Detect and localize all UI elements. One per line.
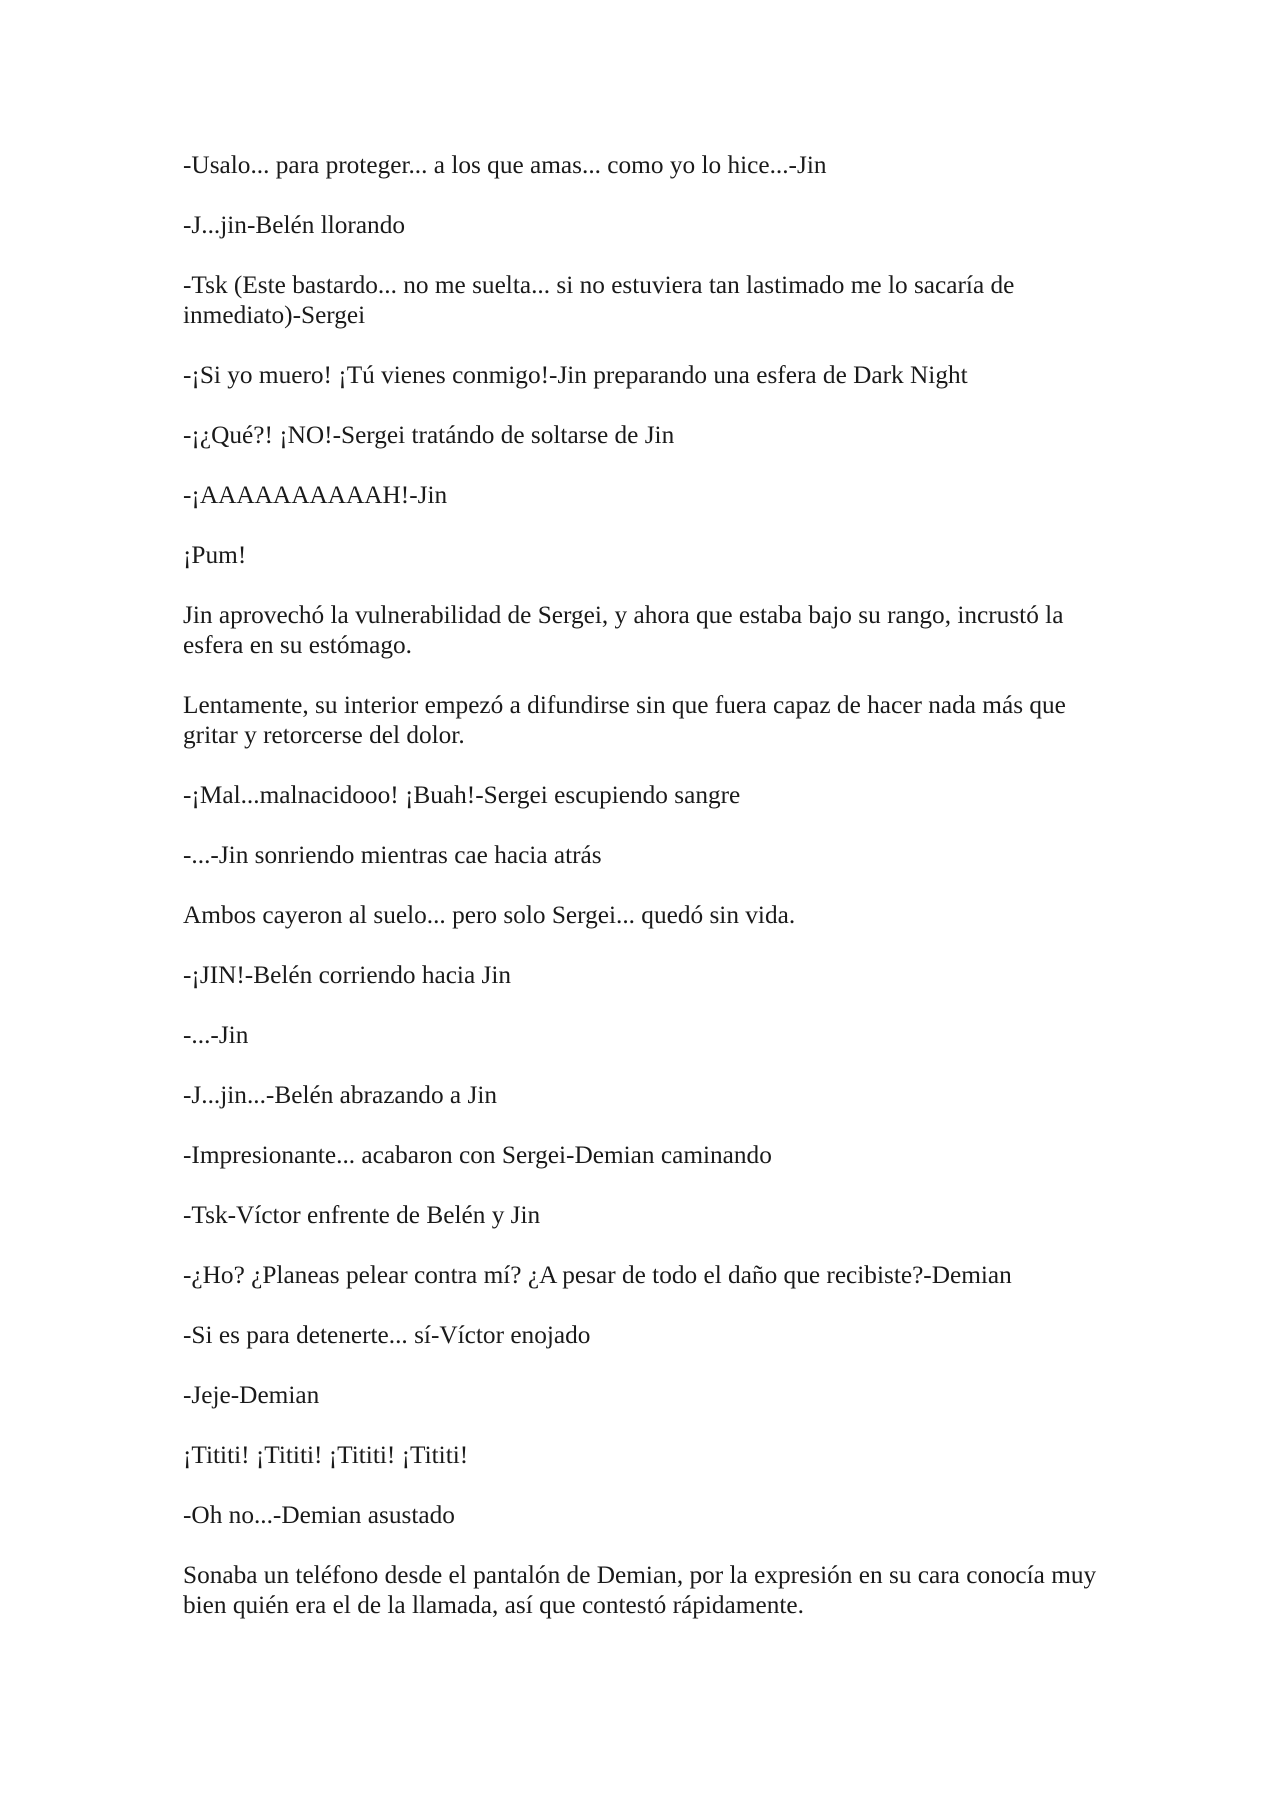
paragraph: -J...jin...-Belén abrazando a Jin [183, 1081, 498, 1109]
paragraph: -¡AAAAAAAAAAH!-Jin [183, 481, 448, 509]
paragraph: -Tsk (Este bastardo... no me suelta... si no estuviera tan lastimado me lo sacaría de inmediato)-Sergei [183, 271, 1015, 329]
paragraph: -Jeje-Demian [183, 1381, 320, 1409]
paragraph: -...-Jin sonriendo mientras cae hacia atrás [183, 841, 602, 869]
paragraph: -¡Mal...malnacidooo! ¡Buah!-Sergei escupiendo sangre [183, 781, 741, 809]
paragraph: -J...jin-Belén llorando [183, 211, 406, 239]
paragraph: -Si es para detenerte... sí-Víctor enojado [183, 1321, 591, 1349]
document-body [183, 150, 1103, 1650]
paragraph: Sonaba un teléfono desde el pantalón de Demian, por la expresión en su cara conocía muy bien quién era el de la llamada, así que contestó rápidamente. [183, 1561, 1097, 1619]
paragraph: ¡Tititi! ¡Tititi! ¡Tititi! ¡Tititi! [183, 1441, 469, 1469]
paragraph: -¿Ho? ¿Planeas pelear contra mí? ¿A pesar de todo el daño que recibiste?-Demian [183, 1261, 1012, 1289]
paragraph: -Tsk-Víctor enfrente de Belén y Jin [183, 1201, 541, 1229]
paragraph: Ambos cayeron al suelo... pero solo Sergei... quedó sin vida. [183, 901, 796, 929]
paragraph: -¡JIN!-Belén corriendo hacia Jin [183, 961, 512, 989]
paragraph: -...-Jin [183, 1021, 249, 1049]
paragraph: Lentamente, su interior empezó a difundirse sin que fuera capaz de hacer nada más que gritar y retorcerse del dolor. [183, 691, 1066, 749]
paragraph: -Usalo... para proteger... a los que amas... como yo lo hice...-Jin [183, 151, 827, 179]
paragraph: -Impresionante... acabaron con Sergei-Demian caminando [183, 1141, 772, 1169]
paragraph: -¡¿Qué?! ¡NO!-Sergei tratándo de soltarse de Jin [183, 421, 675, 449]
paragraph: Jin aprovechó la vulnerabilidad de Sergei, y ahora que estaba bajo su rango, incrustó la esfera en su estómago. [183, 601, 1064, 659]
paragraph: -Oh no...-Demian asustado [183, 1501, 455, 1529]
paragraph: ¡Pum! [183, 541, 247, 569]
paragraph: -¡Si yo muero! ¡Tú vienes conmigo!-Jin preparando una esfera de Dark Night [183, 361, 968, 389]
